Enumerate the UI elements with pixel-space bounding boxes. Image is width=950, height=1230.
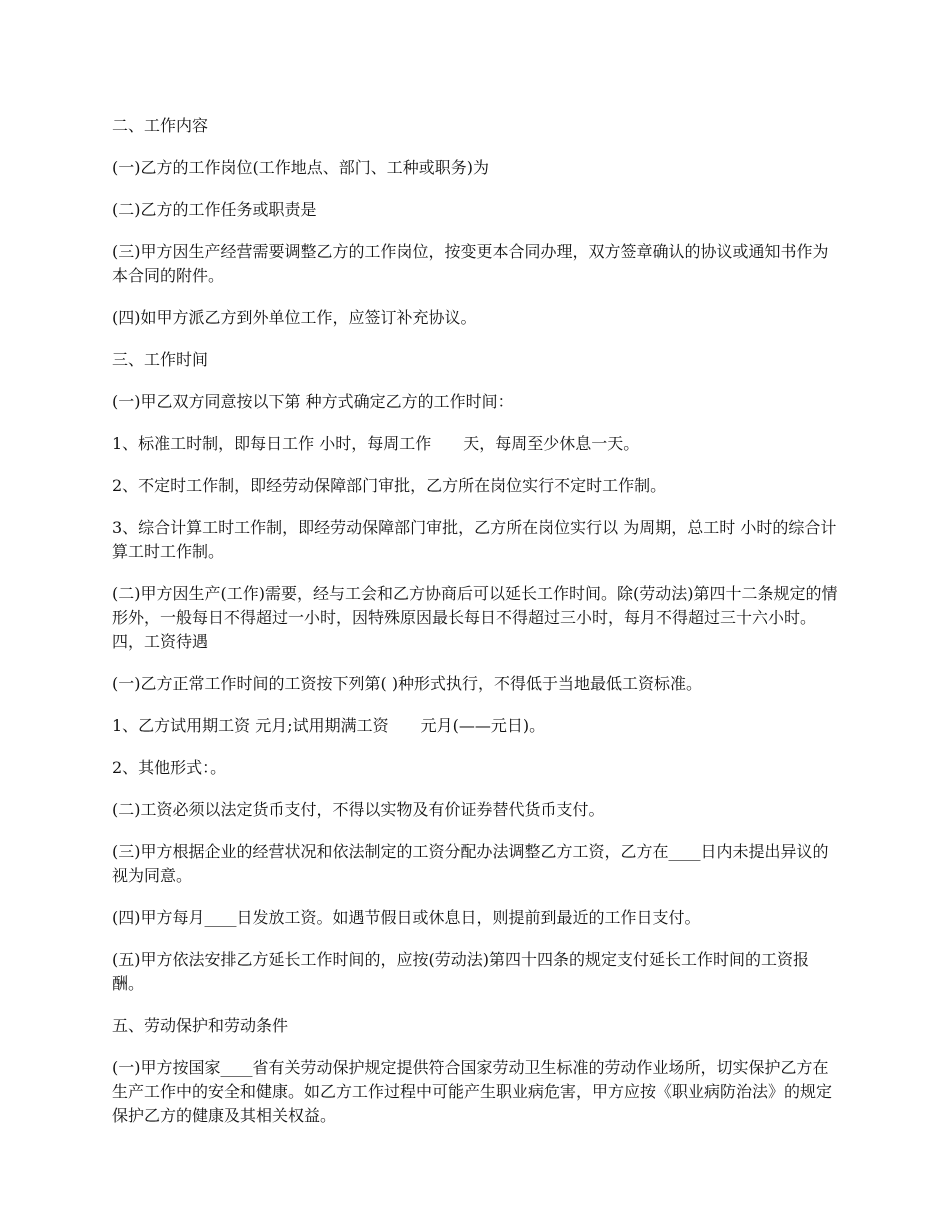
paragraph: (四)如甲方派乙方到外单位工作，应签订补充协议。	[112, 308, 477, 327]
paragraph: (三)甲方因生产经营需要调整乙方的工作岗位，按变更本合同办理，双方签章确认的协议或通知书作为本合同的附件。	[112, 242, 829, 285]
paragraph: 1、标准工时制，即每日工作 小时，每周工作 天，每周至少休息一天。	[112, 434, 640, 453]
paragraph: 3、综合计算工时工作制，即经劳动保障部门审批，乙方所在岗位实行以 为周期，总工时 小时的综合计算工时工作制。	[112, 518, 837, 561]
paragraph: (二)乙方的工作任务或职责是	[112, 200, 317, 219]
paragraph: (三)甲方根据企业的经营状况和依法制定的工资分配办法调整乙方工资，乙方在____日内未提出异议的视为同意。	[112, 842, 829, 885]
paragraph: 1、乙方试用期工资 元月;试用期满工资 元月(——元日)。	[112, 716, 546, 735]
document-body	[112, 114, 846, 1146]
paragraph: 2、不定时工作制，即经劳动保障部门审批，乙方所在岗位实行不定时工作制。	[112, 476, 667, 495]
paragraph: (一)乙方正常工作时间的工资按下列第( )种形式执行，不得低于当地最低工资标准。	[112, 674, 703, 693]
section-heading-labor-protection: 五、劳动保护和劳动条件	[112, 1016, 289, 1035]
paragraph: (一)乙方的工作岗位(工作地点、部门、工种或职务)为	[112, 158, 489, 177]
section-heading-work-time: 三、工作时间	[112, 350, 209, 369]
paragraph: (五)甲方依法安排乙方延长工作时间的，应按(劳动法)第四十四条的规定支付延长工作时间的工资报酬。	[112, 950, 809, 993]
paragraph: (一)甲乙双方同意按以下第 种方式确定乙方的工作时间：	[112, 392, 514, 411]
paragraph: (二)工资必须以法定货币支付，不得以实物及有价证券替代货币支付。	[112, 800, 605, 819]
section-heading-work-content: 二、工作内容	[112, 116, 209, 135]
paragraph: (二)甲方因生产(工作)需要，经与工会和乙方协商后可以延长工作时间。除(劳动法)第四十二条规定的情形外，一般每日不得超过一小时，因特殊原因最长每日不得超过三小时，每月不得超过三十六小时。 四，工资待遇	[112, 584, 846, 651]
paragraph: (四)甲方每月____日发放工资。如遇节假日或休息日，则提前到最近的工作日支付。	[112, 908, 701, 927]
paragraph: (一)甲方按国家____省有关劳动保护规定提供符合国家劳动卫生标准的劳动作业场所，切实保护乙方在生产工作中的安全和健康。如乙方工作过程中可能产生职业病危害，甲方应按《职业病防治法》的规定保护乙方的健康及其相关权益。	[112, 1058, 833, 1125]
paragraph: 2、其他形式：。	[112, 758, 227, 777]
